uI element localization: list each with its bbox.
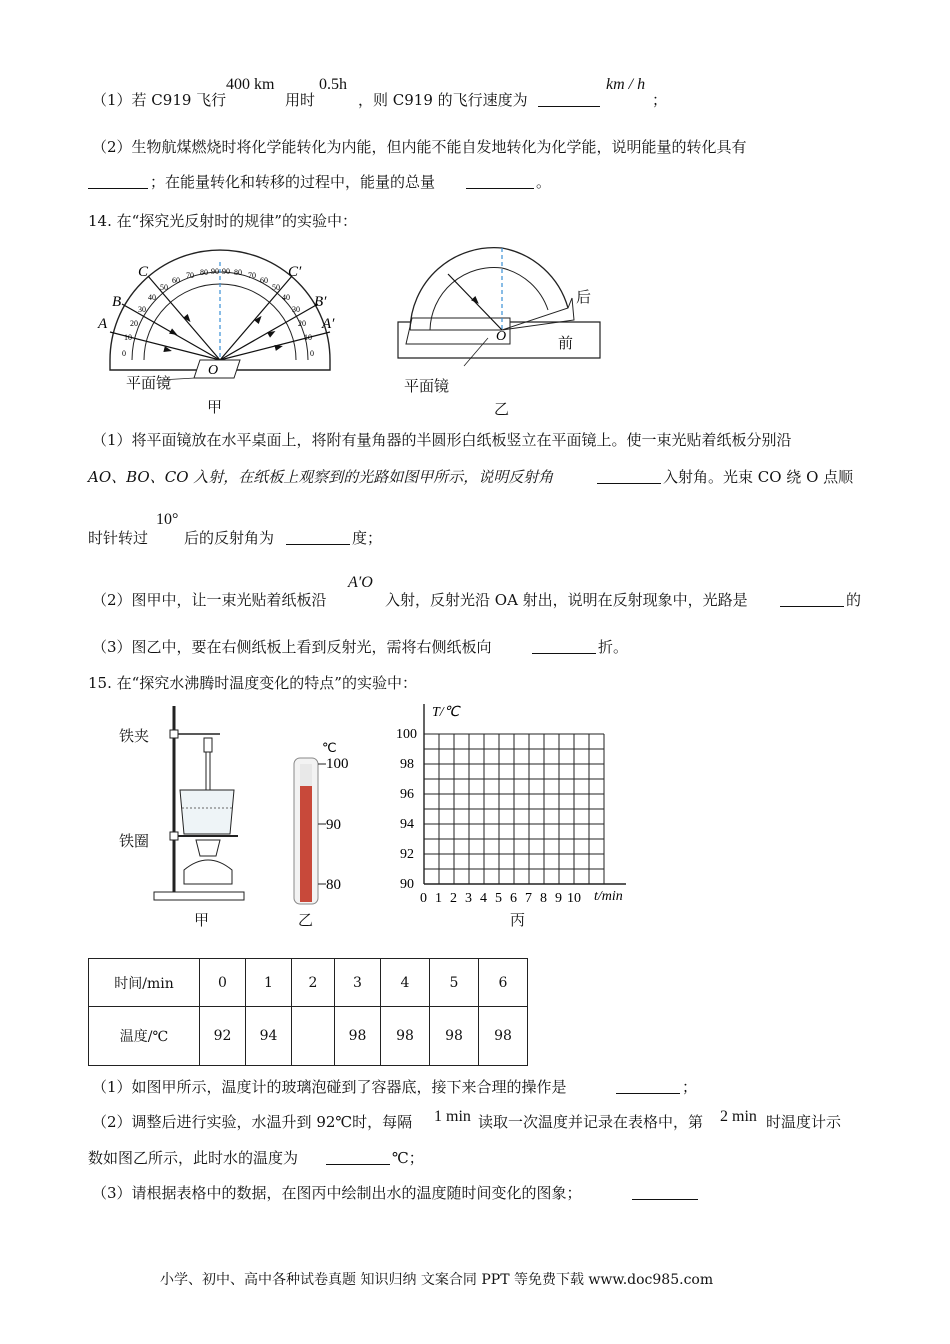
alcohol-lamp — [184, 860, 232, 884]
label-a: A — [98, 316, 108, 332]
q15-p2a: （2）调整后进行实验，水温升到 92℃时，每隔 — [92, 1113, 413, 1131]
yi-label-o: O — [496, 329, 507, 344]
temp-cell-1: 94 — [246, 1007, 292, 1066]
x-tick-label: 2 — [450, 891, 457, 906]
temp-cell-5: 98 — [430, 1007, 479, 1066]
page-footer: 小学、初中、高中各种试卷真题 知识归纳 文案合同 PPT 等免费下载 www.doc985.com — [160, 1272, 714, 1288]
q14-yi-caption: 乙 — [494, 400, 510, 418]
y-tick-90: 90 — [400, 877, 414, 892]
temp-cell-4: 98 — [381, 1007, 430, 1066]
q13-p2-line1: （2）生物航煤燃烧时将化学能转化为内能，但内能不能自发地转化为化学能，说明能量的转化具有 — [92, 138, 747, 156]
q14-p1-line3b: 后的反射角为 — [184, 529, 275, 547]
temp-cell-6: 98 — [479, 1007, 528, 1066]
q15-p2-line2b: ℃； — [392, 1149, 424, 1167]
q14-jia-caption: 甲 — [207, 398, 223, 416]
q14-p2b: 入射，反射光沿 OA 射出，说明在反射现象中，光路是 — [385, 591, 748, 609]
q14-p1-line3a: 时针转过 — [88, 529, 149, 547]
scale-10l: 10 — [124, 333, 132, 342]
scale-40r: 40 — [282, 293, 290, 302]
q14-blank-fold[interactable] — [532, 637, 596, 654]
q14-yi-front: 前 — [558, 334, 574, 352]
therm-100: 100 — [326, 756, 349, 772]
label-a-prime: A′ — [322, 316, 335, 332]
yi-arrow — [471, 296, 481, 306]
q14-p1-line2b: 入射角。光束 CO 绕 O 点顺 — [663, 468, 854, 486]
q13-unit: km / h — [606, 76, 646, 93]
table-header-temp: 温度/℃ — [89, 1007, 200, 1066]
q14-blank-reflection[interactable] — [597, 467, 661, 484]
time-cell-5: 5 — [430, 959, 479, 1007]
scale-20l: 20 — [130, 319, 138, 328]
x-tick-label: 10 — [567, 891, 581, 906]
temp-cell-3: 98 — [335, 1007, 381, 1066]
ring-joint — [170, 832, 178, 840]
x-tick-label: 0 — [420, 891, 427, 906]
y-tick-100: 100 — [396, 727, 417, 742]
q13-p2-line2: ；在能量转化和转移的过程中，能量的总量 — [150, 173, 436, 191]
table-header-time: 时间/min — [89, 959, 200, 1007]
therm-liquid — [300, 786, 312, 902]
q15-clamp-label: 铁夹 — [119, 727, 150, 745]
q15-p1a: （1）如图甲所示，温度计的玻璃泡碰到了容器底，接下来合理的操作是 — [92, 1078, 567, 1096]
time-cell-6: 6 — [479, 959, 528, 1007]
q15-jia-caption: 甲 — [194, 911, 210, 929]
label-o: O — [208, 363, 219, 378]
label-b: B — [112, 294, 122, 310]
q14-p2-ray: A′O — [348, 574, 373, 591]
q14-angle: 10° — [156, 511, 179, 528]
table-row-temp — [89, 1007, 528, 1066]
y-tick-96: 96 — [400, 787, 414, 802]
time-cell-0: 0 — [200, 959, 246, 1007]
q15-p2c: 时温度计示 — [766, 1113, 842, 1131]
q13-blank-conversion[interactable] — [88, 172, 148, 189]
x-tick-label: 7 — [525, 891, 532, 906]
x-tick-label: 3 — [465, 891, 472, 906]
q14-yi-mirror-label: 平面镜 — [404, 377, 450, 395]
q15-bing-caption: 丙 — [510, 911, 526, 929]
scale-10r: 10 — [304, 333, 312, 342]
label-b-prime: B′ — [314, 294, 327, 310]
beaker — [180, 790, 234, 834]
q13-distance: 400 km — [226, 76, 275, 93]
scale-70r: 70 — [248, 271, 256, 280]
graph-y-label: T/℃ — [432, 705, 460, 720]
q14-p3b: 折。 — [598, 638, 629, 656]
x-tick-label: 9 — [555, 891, 562, 906]
x-tick-label: 8 — [540, 891, 547, 906]
q13-p1-end: ； — [652, 91, 668, 109]
time-cell-2: 2 — [292, 959, 335, 1007]
q14-jia-mirror-label: 平面镜 — [126, 374, 172, 392]
q13-blank-total[interactable] — [466, 172, 534, 189]
q14-yi-back: 后 — [576, 288, 592, 306]
q13-p1-mid: 用时 — [285, 91, 316, 109]
q15-p3a: （3）请根据表格中的数据，在图丙中绘制出水的温度随时间变化的图象； — [92, 1184, 582, 1202]
q13-p1-prefix: （1）若 C919 飞行 — [92, 91, 227, 109]
scale-80r: 80 — [234, 268, 242, 277]
scale-80l: 80 — [200, 268, 208, 277]
q15-yi-caption: 乙 — [298, 911, 314, 929]
scale-30l: 30 — [138, 305, 146, 314]
q14-title: 14. 在“探究光反射时的规律”的实验中： — [88, 212, 357, 230]
scale-90r: 90 — [222, 267, 230, 276]
clamp-joint — [170, 730, 178, 738]
q15-p2-v1: 1 min — [434, 1108, 471, 1125]
jia-scale-numbers — [122, 267, 314, 358]
therm-80: 80 — [326, 877, 341, 893]
scale-70l: 70 — [186, 271, 194, 280]
y-tick-94: 94 — [400, 817, 414, 832]
q14-blank-degree[interactable] — [286, 528, 350, 545]
y-tick-98: 98 — [400, 757, 414, 772]
scale-60r: 60 — [260, 276, 268, 285]
x-tick-label: 4 — [480, 891, 487, 906]
q13-speed-blank[interactable] — [538, 90, 600, 107]
q14-p1-line2a: AO、BO、CO 入射，在纸板上观察到的光路如图甲所示，说明反射角 — [88, 468, 554, 486]
clamp-head — [204, 738, 212, 752]
q15-graph-grid — [390, 700, 630, 906]
ray-oc-prime — [220, 276, 292, 360]
flame — [196, 840, 220, 856]
scale-60l: 60 — [172, 276, 180, 285]
q14-p2a: （2）图甲中，让一束光贴着纸板沿 — [92, 591, 327, 609]
q15-p1b: ； — [682, 1078, 698, 1096]
q13-part1 — [92, 90, 226, 110]
scale-90l: 90 — [211, 267, 219, 276]
x-tick-label: 1 — [435, 891, 442, 906]
label-c-prime: C′ — [288, 264, 302, 280]
temp-cell-2[interactable] — [292, 1007, 335, 1066]
therm-unit: ℃ — [322, 740, 337, 755]
scale-40l: 40 — [148, 293, 156, 302]
scale-50r: 50 — [272, 283, 280, 292]
temp-cell-0: 92 — [200, 1007, 246, 1066]
table-row-time — [89, 959, 528, 1007]
q14-p3a: （3）图乙中，要在右侧纸板上看到反射光，需将右侧纸板向 — [92, 638, 492, 656]
y-tick-92: 92 — [400, 847, 414, 862]
therm-90: 90 — [326, 817, 341, 833]
x-tick-label: 5 — [495, 891, 502, 906]
q15-apparatus — [150, 700, 250, 912]
q13-p2-end: 。 — [536, 173, 552, 191]
time-cell-4: 4 — [381, 959, 430, 1007]
q14-p1-line1: （1）将平面镜放在水平桌面上，将附有量角器的半圆形白纸板竖立在平面镜上。使一束光贴着纸板分别沿 — [92, 431, 792, 449]
q15-p2-v2: 2 min — [720, 1108, 757, 1125]
q15-thermometer — [284, 736, 356, 908]
yi-right-arc — [502, 248, 568, 308]
scale-30r: 30 — [292, 305, 300, 314]
time-cell-3: 3 — [335, 959, 381, 1007]
label-c: C — [138, 264, 149, 280]
scale-0l: 0 — [122, 349, 126, 358]
graph-x-label: t/min — [594, 889, 623, 904]
q14-p2c: 的 — [846, 591, 862, 609]
q15-p2-line2a: 数如图乙所示，此时水的温度为 — [88, 1149, 299, 1167]
q13-time: 0.5h — [319, 76, 347, 93]
q15-data-table — [88, 958, 528, 1066]
scale-20r: 20 — [298, 319, 306, 328]
therm-empty — [300, 764, 312, 786]
q15-title: 15. 在“探究水沸腾时温度变化的特点”的实验中： — [88, 674, 417, 692]
x-tick-label: 6 — [510, 891, 517, 906]
q14-figure-yi — [392, 238, 612, 388]
scale-50l: 50 — [160, 283, 168, 292]
q15-blank-operation[interactable] — [616, 1077, 680, 1094]
q13-p1-after: ，则 C919 的飞行速度为 — [358, 91, 528, 109]
q15-p2b: 读取一次温度并记录在表格中，第 — [478, 1113, 704, 1131]
yi-right-inner-arc — [502, 268, 548, 310]
scale-0r: 0 — [310, 349, 314, 358]
q15-blank-temperature[interactable] — [326, 1148, 390, 1165]
q15-ring-label: 铁圈 — [119, 832, 150, 850]
stand-base — [154, 892, 244, 900]
time-cell-1: 1 — [246, 959, 292, 1007]
q14-blank-reversible[interactable] — [780, 590, 844, 607]
q14-p1-line3c: 度； — [352, 529, 383, 547]
q15-blank-graph[interactable] — [632, 1183, 698, 1200]
